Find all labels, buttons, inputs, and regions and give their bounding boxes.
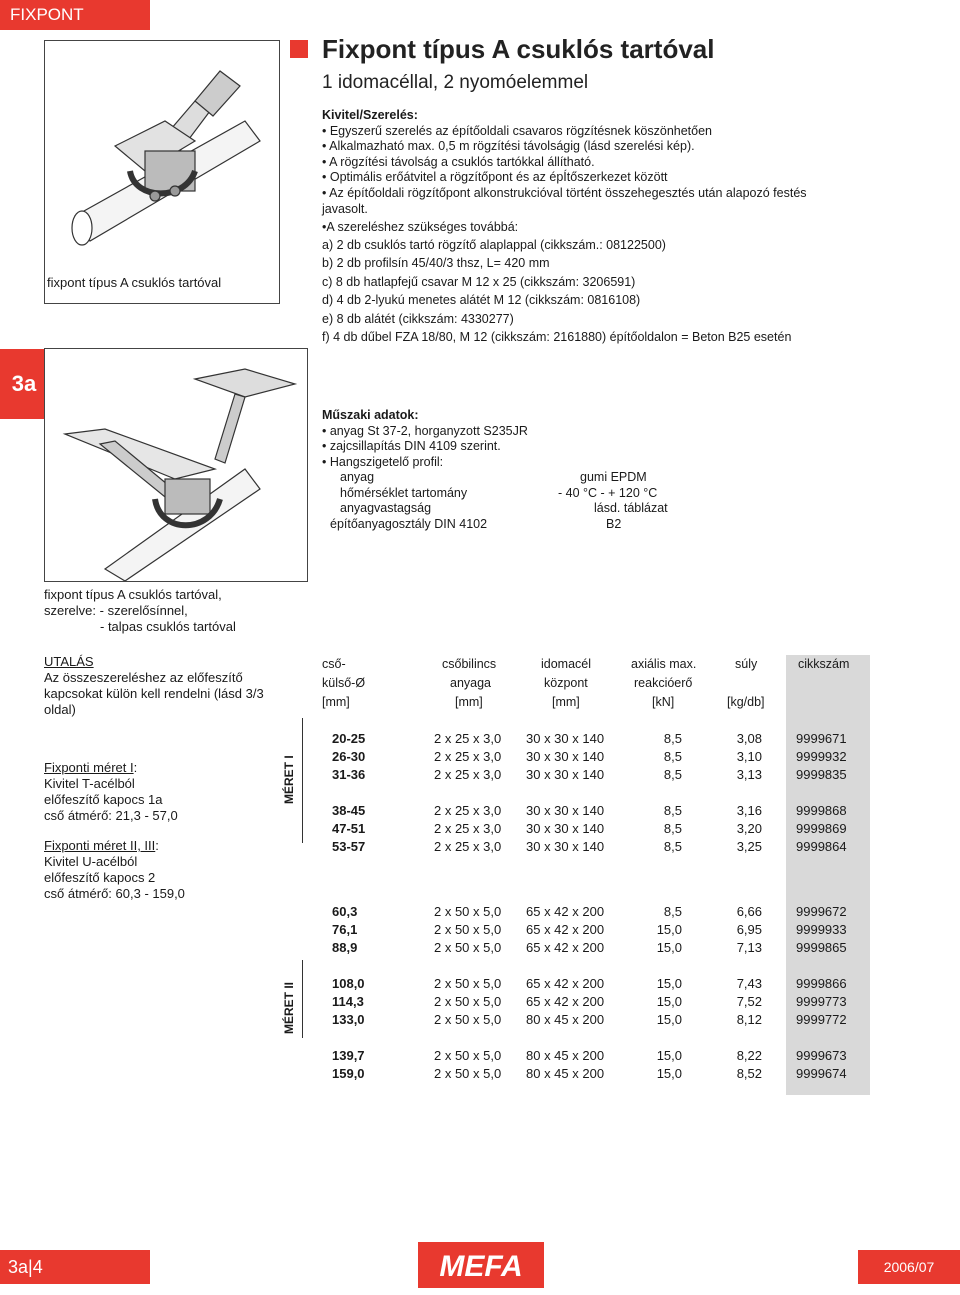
table-row — [0, 749, 960, 767]
table-cell: 9999869 — [796, 821, 847, 836]
product-image-1 — [44, 40, 280, 304]
meret-2-label: MÉRET II — [282, 981, 296, 1034]
table-cell: 65 x 42 x 200 — [526, 922, 605, 937]
table-cell: 76,1 — [332, 922, 358, 937]
table-cell: 31-36 — [332, 767, 366, 782]
table-row — [0, 994, 960, 1012]
product-image-2 — [44, 348, 308, 582]
table-cell: 2 x 50 x 5,0 — [434, 904, 502, 919]
table-cell: 8,5 — [663, 749, 682, 764]
table-cell: 108,0 — [332, 976, 365, 991]
table-cell: 2 x 25 x 3,0 — [434, 767, 502, 782]
prop-value: B2 — [606, 516, 622, 531]
kivitel-line: b) 2 db profilsín 45/40/3 thsz, L= 420 mm — [322, 256, 550, 271]
kivitel-line: javasolt. — [322, 201, 368, 216]
header-cell: súly — [735, 657, 758, 671]
table-cell: 159,0 — [332, 1066, 365, 1081]
utalas-line: kapcsokat külön kell rendelni (lásd 3/3 — [44, 686, 264, 701]
caption-line: szerelve: - szerelősínnel, — [44, 603, 188, 618]
title-marker — [290, 40, 308, 58]
table-cell: 3,10 — [736, 749, 762, 764]
kivitel-line: e) 8 db alátét (cikkszám: 4330277) — [322, 311, 514, 326]
fix2-heading: Fixponti méret II, III — [44, 838, 156, 853]
table-cell: 15,0 — [656, 994, 682, 1009]
table-cell: 2 x 25 x 3,0 — [434, 749, 502, 764]
header-cell: idomacél — [541, 657, 592, 671]
table-row — [0, 821, 960, 839]
prop-value: - 40 °C - + 120 °C — [558, 485, 658, 500]
edition-date: 2006/07 — [858, 1250, 960, 1284]
table-cell: 20-25 — [332, 731, 366, 746]
fix2-line: Kivitel U-acélból — [44, 854, 138, 869]
table-cell: 2 x 50 x 5,0 — [434, 1048, 502, 1063]
page-number: 3a|4 — [0, 1250, 150, 1284]
header-cell: [kN] — [652, 695, 675, 709]
table-cell: 3,08 — [736, 731, 762, 746]
muszaki-heading: Műszaki adatok: — [322, 408, 419, 422]
meret-1-label: MÉRET I — [282, 755, 296, 804]
table-cell: 9999868 — [796, 803, 847, 818]
section-tab: FIXPONT — [0, 0, 150, 30]
header-cell: cső- — [322, 657, 346, 671]
table-cell: 30 x 30 x 140 — [526, 821, 605, 836]
kivitel-line: • Alkalmazható max. 0,5 m rögzítési távolságig (lásd szerelési kép). — [322, 139, 695, 154]
kivitel-line: • A rögzítési távolság a csuklós tartókkal állítható. — [322, 154, 595, 169]
table-row — [0, 1048, 960, 1066]
table-cell: 15,0 — [656, 922, 682, 937]
table-row — [0, 922, 960, 940]
header-cell: [mm] — [455, 695, 483, 709]
table-cell: 53-57 — [332, 839, 366, 854]
table-row — [0, 731, 960, 749]
header-cell: axiális max. — [631, 657, 697, 671]
caption-line: fixpont típus A csuklós tartóval, — [44, 587, 222, 602]
table-cell: 8,12 — [736, 1012, 762, 1027]
muszaki-line: • zajcsillapítás DIN 4109 szerint. — [322, 439, 501, 454]
kivitel-section — [322, 108, 807, 347]
table-cell: 15,0 — [656, 1066, 682, 1081]
table-cell: 30 x 30 x 140 — [526, 803, 605, 818]
table-cell: 88,9 — [332, 940, 358, 955]
table-cell: 65 x 42 x 200 — [526, 976, 605, 991]
table-cell: 2 x 50 x 5,0 — [434, 976, 502, 991]
table-cell: 7,13 — [736, 940, 762, 955]
image-1-caption: fixpont típus A csuklós tartóval — [47, 275, 222, 290]
kivitel-lines — [322, 124, 807, 347]
caption-line: - talpas csuklós tartóval — [100, 619, 236, 634]
header-cell: központ — [544, 676, 588, 690]
kivitel-heading: Kivitel/Szerelés: — [322, 108, 418, 122]
table-row — [0, 839, 960, 857]
table-cell: 2 x 50 x 5,0 — [434, 922, 502, 937]
table-cell: 65 x 42 x 200 — [526, 904, 605, 919]
table-cell: 8,5 — [663, 839, 682, 854]
prop-label: építőanyagosztály DIN 4102 — [330, 516, 488, 531]
prop-label: hőmérséklet tartomány — [340, 485, 468, 500]
table-row — [0, 1012, 960, 1030]
table-cell: 9999932 — [796, 749, 847, 764]
table-cell: 15,0 — [656, 976, 682, 991]
table-cell: 30 x 30 x 140 — [526, 749, 605, 764]
image-2-caption — [44, 587, 236, 635]
fix1-note: Fixponti méret I: Kivitel T-acélból előfeszítő kapocs 1a cső átmérő: 21,3 - 57,0 — [44, 760, 178, 823]
header-cell: [mm] — [322, 695, 350, 709]
table-row — [0, 1066, 960, 1084]
utalas-heading: UTALÁS — [44, 654, 94, 669]
table-cell: 80 x 45 x 200 — [526, 1012, 605, 1027]
table-cell: 6,66 — [736, 904, 762, 919]
muszaki-line: • anyag St 37-2, horganyzott S235JR — [322, 423, 528, 438]
fix1-heading: Fixponti méret I — [44, 760, 134, 775]
table-cell: 47-51 — [332, 821, 366, 836]
table-cell: 60,3 — [332, 904, 358, 919]
table-header — [0, 655, 960, 715]
table-cell: 65 x 42 x 200 — [526, 940, 605, 955]
table-cell: 2 x 25 x 3,0 — [434, 821, 502, 836]
table-cell: 9999773 — [796, 994, 847, 1009]
header-cell: csőbilincs — [442, 657, 497, 671]
table-cell: 9999673 — [796, 1048, 847, 1063]
table-cell: 9999772 — [796, 1012, 847, 1027]
prop-label: anyag — [340, 470, 375, 484]
fix2-line: cső átmérő: 60,3 - 159,0 — [44, 886, 185, 901]
fix1-line: előfeszítő kapocs 1a — [44, 792, 163, 807]
table-cell: 15,0 — [656, 1012, 682, 1027]
fix2-note: Fixponti méret II, III: Kivitel U-acélból előfeszítő kapocs 2 cső átmérő: 60,3 - 159,0 — [44, 838, 185, 901]
table-cell: 3,20 — [736, 821, 762, 836]
kivitel-line: d) 4 db 2-lyukú menetes alátét M 12 (cikkszám: 0816108) — [322, 293, 641, 308]
table-cell: 8,52 — [736, 1066, 762, 1081]
chapter-tab: 3a — [0, 349, 48, 419]
header-cell: külső-Ø — [322, 676, 366, 690]
table-cell: 38-45 — [332, 803, 366, 818]
prop-label: anyagvastagság — [340, 501, 432, 516]
table-cell: 139,7 — [332, 1048, 365, 1063]
table-cell: 3,16 — [736, 803, 762, 818]
table-cell: 114,3 — [332, 994, 364, 1009]
utalas-line: Az összeszereléshez az előfeszítő — [44, 670, 243, 685]
table-cell: 3,13 — [736, 767, 762, 782]
table-cell: 30 x 30 x 140 — [526, 767, 605, 782]
mounted-bracket-illustration — [45, 349, 307, 581]
prop-value: gumi EPDM — [580, 470, 647, 484]
kivitel-line: •A szereléshez szükséges továbbá: — [322, 220, 519, 235]
table-cell: 7,52 — [736, 994, 762, 1009]
table-cell: 3,25 — [736, 839, 762, 854]
page-title: Fixpont típus A csuklós tartóval — [322, 34, 715, 64]
mefa-logo-graphic — [418, 1242, 544, 1288]
pipe-bracket-illustration — [45, 41, 279, 261]
table-cell: 80 x 45 x 200 — [526, 1048, 605, 1063]
table-cell: 133,0 — [332, 1012, 365, 1027]
table-cell: 9999835 — [796, 767, 847, 782]
table-row — [0, 767, 960, 785]
kivitel-line: f) 4 db dűbel FZA 18/80, M 12 (cikkszám: 2161880) építőoldalon = Beton B25 esetén — [322, 330, 792, 345]
kivitel-line: c) 8 db hatlapfejű csavar M 12 x 25 (cikkszám: 3206591) — [322, 274, 636, 289]
table-cell: 2 x 25 x 3,0 — [434, 731, 502, 746]
header-cell: cikkszám — [798, 657, 850, 671]
table-cell: 2 x 25 x 3,0 — [434, 839, 502, 854]
table-row — [0, 904, 960, 922]
table-cell: 80 x 45 x 200 — [526, 1066, 605, 1081]
table-cell: 8,22 — [736, 1048, 762, 1063]
table-cell: 8,5 — [663, 767, 682, 782]
table-cell: 8,5 — [663, 904, 682, 919]
table-cell: 30 x 30 x 140 — [526, 731, 605, 746]
table-cell: 15,0 — [656, 940, 682, 955]
header-cell: [mm] — [552, 695, 580, 709]
table-cell: 9999671 — [796, 731, 847, 746]
muszaki-line: • Hangszigetelő profil: — [322, 454, 444, 469]
header-cell: [kg/db] — [727, 695, 765, 709]
kivitel-line: • Optimális erőátvitel a rögzítőpont és az épÍtőszerkezet között — [322, 170, 668, 185]
kivitel-line: • Az építőoldali rögzítőpont alkonstrukcióval történt összehegesztés után alapozó festés — [322, 185, 807, 200]
table-cell: 15,0 — [656, 1048, 682, 1063]
table-cell: 9999672 — [796, 904, 847, 919]
table-cell: 8,5 — [663, 731, 682, 746]
table-cell: 2 x 25 x 3,0 — [434, 803, 502, 818]
table-cell: 9999933 — [796, 922, 847, 937]
table-cell: 2 x 50 x 5,0 — [434, 1012, 502, 1027]
table-cell: 9999866 — [796, 976, 847, 991]
table-cell: 9999674 — [796, 1066, 847, 1081]
svg-text:MEFA: MEFA — [439, 1250, 523, 1283]
table-cell: 30 x 30 x 140 — [526, 839, 605, 854]
header-cell: anyaga — [450, 676, 492, 690]
table-cell: 7,43 — [736, 976, 762, 991]
table-row — [0, 976, 960, 994]
page-subtitle: 1 idomacéllal, 2 nyomóelemmel — [322, 72, 589, 93]
table-cell: 2 x 50 x 5,0 — [434, 1066, 502, 1081]
table-row — [0, 803, 960, 821]
table-cell: 26-30 — [332, 749, 366, 764]
kivitel-line: • Egyszerű szerelés az építőoldali csavaros rögzítésnek köszönhetően — [322, 123, 713, 138]
fix1-line: Kivitel T-acélból — [44, 776, 135, 791]
table-cell: 9999865 — [796, 940, 847, 955]
kivitel-line: a) 2 db csuklós tartó rögzítő alaplappal (cikkszám.: 08122500) — [322, 237, 666, 252]
fix2-line: előfeszítő kapocs 2 — [44, 870, 156, 885]
table-cell: 65 x 42 x 200 — [526, 994, 605, 1009]
prop-value: lásd. táblázat — [594, 501, 668, 516]
table-row — [0, 940, 960, 958]
table-cell: 2 x 50 x 5,0 — [434, 994, 502, 1009]
table-cell: 9999864 — [796, 839, 847, 854]
table-cell: 2 x 50 x 5,0 — [434, 940, 502, 955]
mefa-logo — [418, 1242, 544, 1288]
table-cell: 6,95 — [736, 922, 762, 937]
table-cell: 8,5 — [663, 803, 682, 818]
table-cell: 8,5 — [663, 821, 682, 836]
utalas-line: oldal) — [44, 702, 76, 717]
fix1-line: cső átmérő: 21,3 - 57,0 — [44, 808, 178, 823]
muszaki-section — [322, 408, 528, 470]
profile-props — [330, 470, 690, 534]
header-cell: reakcióerő — [634, 676, 693, 690]
